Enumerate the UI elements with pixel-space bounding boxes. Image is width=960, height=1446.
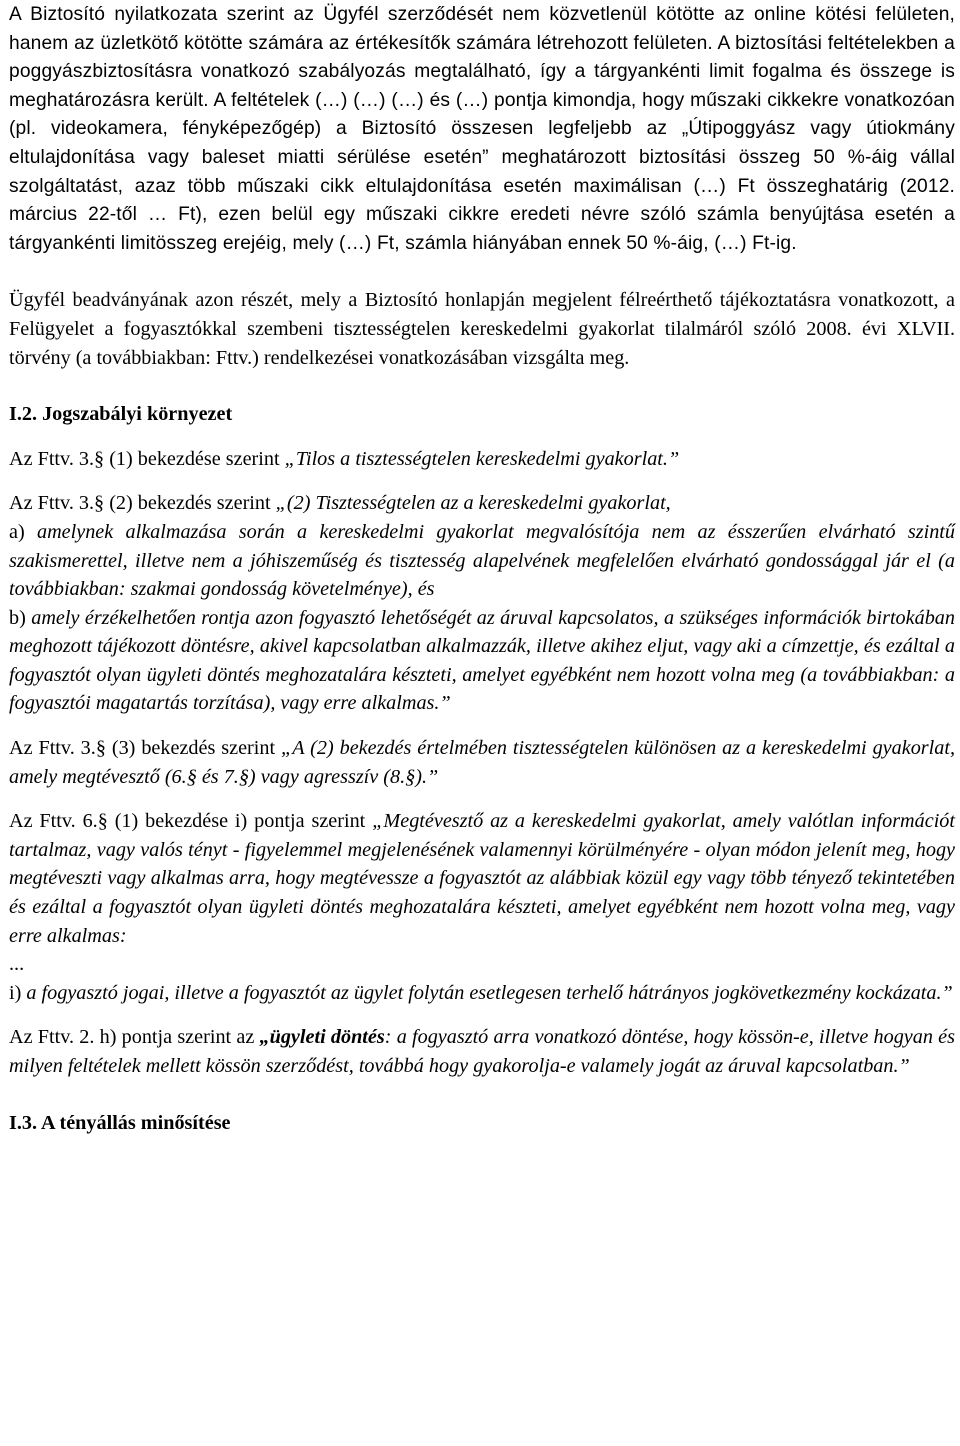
fttv-3-2-point-b xyxy=(9,604,955,718)
paragraph-client-submission: Ügyfél beadványának azon részét, mely a Biztosító honlapján megjelent félreérthető tájékoztatásra vonatkozott, a Felügyelet a fogyasztókkal szembeni tisztességtelen kereskedelmi gyakorlat tilalmáról szóló 2008. évi XLVII. törvény (a továbbiakban: Fttv.) rendelkezései vonatkozásában vizsgálta meg. xyxy=(9,289,955,369)
point-label: i) xyxy=(9,981,27,1004)
citation-quote: „Tilos a tisztességtelen kereskedelmi gyakorlat.” xyxy=(284,447,680,470)
fttv-2-h-citation xyxy=(9,1023,955,1080)
defined-term: „ügyleti döntés xyxy=(259,1026,385,1049)
section-heading-classification: I.3. A tényállás minősítése xyxy=(9,1111,231,1134)
citation-prefix: Az Fttv. 2. h) pontja szerint az xyxy=(9,1026,260,1049)
section-heading-legal-environment: I.2. Jogszabályi környezet xyxy=(9,403,233,426)
fttv-3-2-point-a xyxy=(9,518,955,604)
citation-quote: „A (2) bekezdés értelmében tisztességtelen különösen az a kereskedelmi gyakorlat, amely megtévesztő (6.§ és 7.§) vagy agresszív (8.§).” xyxy=(9,737,956,788)
point-text: amely érzékelhetően rontja azon fogyasztó lehetőségét az áruval kapcsolatos, a szükséges információk birtokában meghozott tájékozott döntésre, akivel kapcsolatban alkalmazzák, illetve akihez eljut, vagy aki a címzettje, és ezáltal a fogyasztót olyan ügyleti döntés meghozatalára készteti, amelyet egyébként nem hozott volna meg (a továbbiakban: a fogyasztói magatartás torzítása), vagy erre alkalmas.” xyxy=(9,606,955,715)
paragraph-insurer-statement: A Biztosító nyilatkozata szerint az Ügyfél szerződését nem közvetlenül kötötte az online kötési felületen, hanem az üzletkötő kötötte számára az értékesítők számára létrehozott felületen. A biztosítási feltételekben a poggyászbiztosításra vonatkozó szabályozás megtalálható, így a tárgyankénti limit fogalma és összege is meghatározásra került. A feltételek (…) (…) (…) és (…) pontja kimondja, hogy műszaki cikkekre vonatkozóan (pl. videokamera, fényképezőgép) a Biztosító összesen legfeljebb az „Útipoggyász vagy útiokmány eltulajdonítása vagy baleset miatti sérülése esetén” meghatározott biztosítási összeg 50 %-áig vállal szolgáltatást, azaz több műszaki cikk eltulajdonítása esetén maximálisan (…) Ft összeghatárig (2012. március 22-től … Ft), ezen belül egy műszaki cikkre eredeti névre szóló számla benyújtása esetén a tárgyankénti limitösszeg erejéig, mely (…) Ft, számla hiányában ennek 50 %-áig, (…) Ft-ig. xyxy=(9,4,955,254)
fttv-3-1-citation xyxy=(9,445,955,474)
citation-prefix: Az Fttv. 3.§ (2) bekezdés szerint xyxy=(9,492,276,515)
fttv-3-3-citation xyxy=(9,734,955,791)
citation-quote: „Megtévesztő az a kereskedelmi gyakorlat, amely valótlan információt tartalmaz, vagy valós tényt - figyelemmel megjelenésének valamennyi körülményére - olyan módon jelenít meg, hogy megtéveszti vagy alkalmas arra, hogy megtévessze a fogyasztót az alábbiak közül egy vagy több tényező tekintetében és ezáltal a fogyasztót olyan ügyleti döntés meghozatalára készteti, amelyet egyébként nem hozott volna meg, vagy erre alkalmas: xyxy=(9,810,955,947)
point-text: amelynek alkalmazása során a kereskedelmi gyakorlat megvalósítója nem az ésszerűen elvárható szintű szakismerettel, illetve nem a jóhiszeműség és tisztesség alapelvének megfelelően elvárható gondossággal jár el (a továbbiakban: szakmai gondosság követelménye), és xyxy=(9,520,956,601)
point-label: b) xyxy=(9,606,32,629)
citation-ellipsis: ... xyxy=(9,953,25,976)
point-text: a fogyasztó jogai, illetve a fogyasztót az ügylet folytán esetlegesen terhelő hátrányos jogkövetkezmény kockázata.” xyxy=(26,981,953,1004)
document-page xyxy=(9,1,955,1137)
citation-quote: „(2) Tisztességtelen az a kereskedelmi gyakorlat, xyxy=(275,492,671,515)
point-label: a) xyxy=(9,520,37,543)
citation-prefix: Az Fttv. 3.§ (1) bekezdése szerint xyxy=(9,447,285,470)
citation-prefix: Az Fttv. 3.§ (3) bekezdés szerint xyxy=(9,737,281,760)
citation-prefix: Az Fttv. 6.§ (1) bekezdése i) pontja szerint xyxy=(9,810,373,833)
fttv-3-2-citation xyxy=(9,489,955,518)
citation-quote: : a fogyasztó arra vonatkozó döntése, hogy kössön-e, illetve hogyan és milyen feltételek mellett kössön szerződést, továbbá hogy gyakorolja-e valamely jogát az áruval kapcsolatban.” xyxy=(9,1026,955,1077)
fttv-6-1-point-i xyxy=(9,979,955,1008)
fttv-6-1-citation xyxy=(9,807,955,950)
